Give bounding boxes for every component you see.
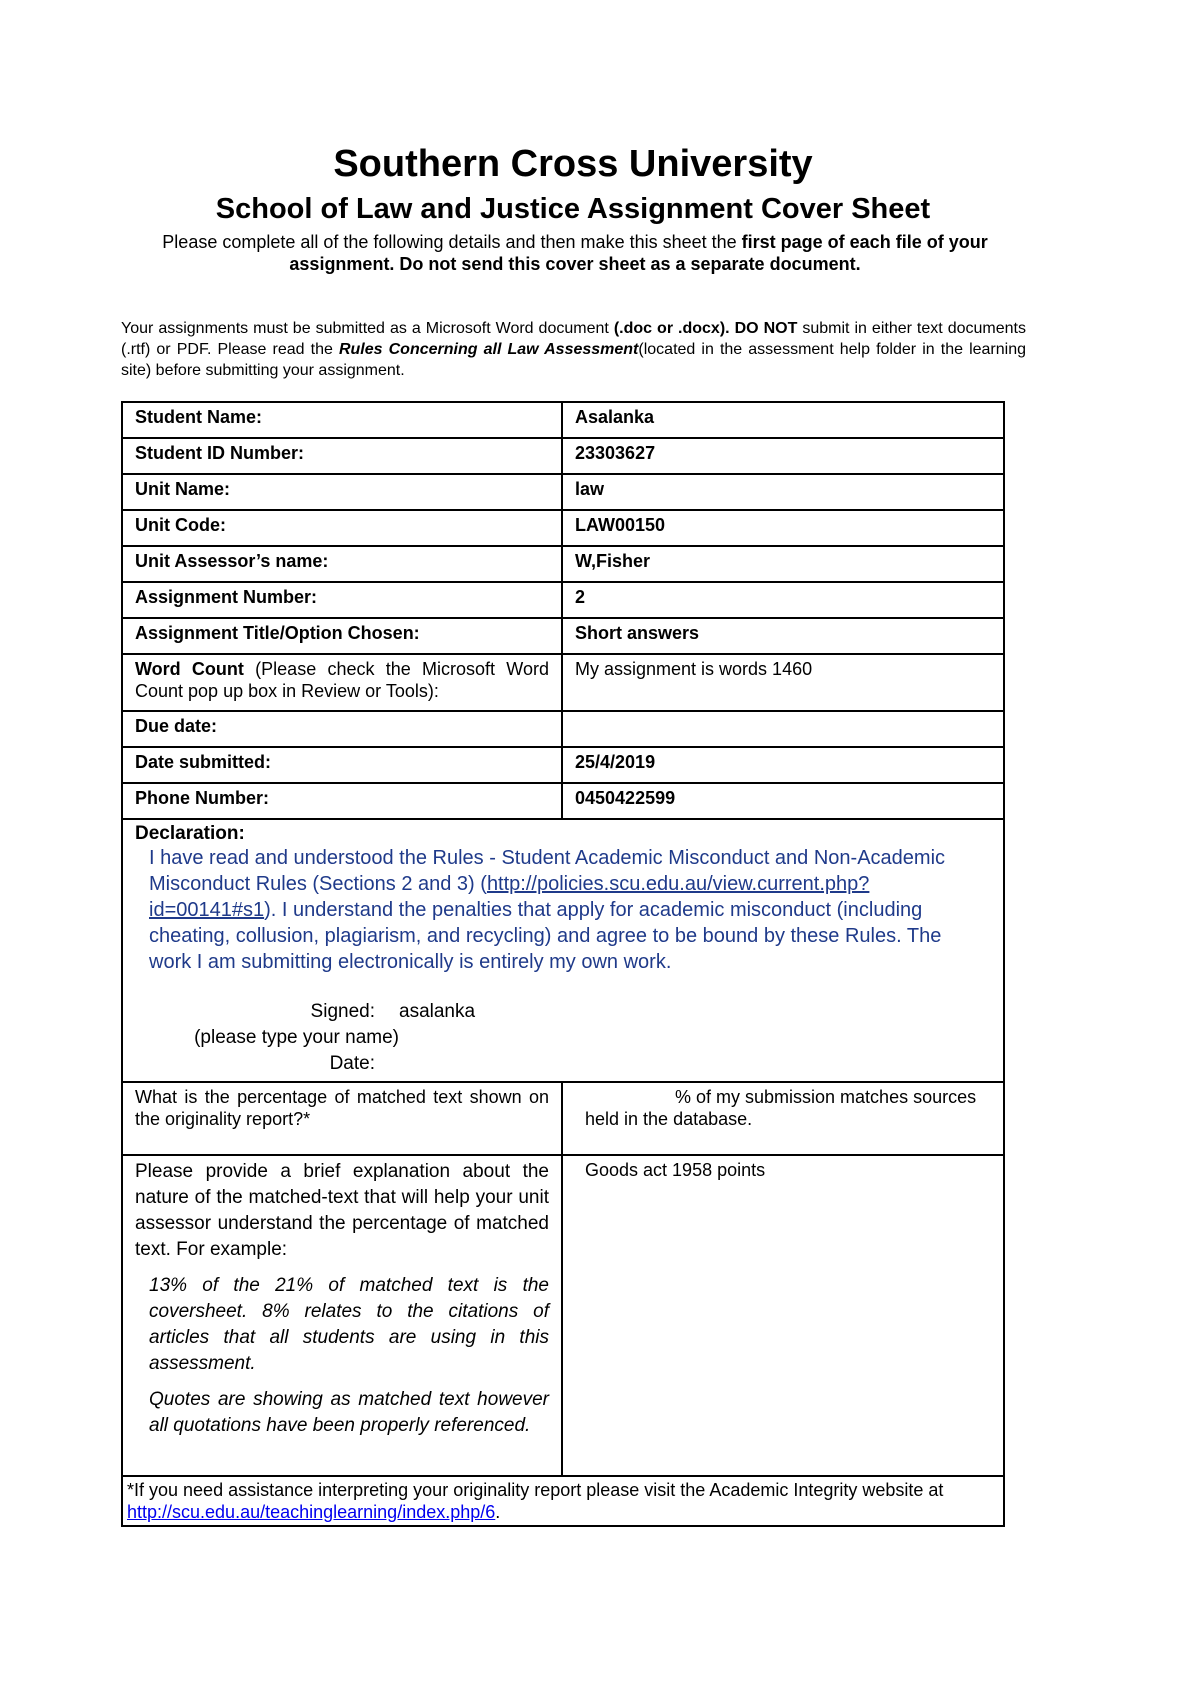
field-label: Assignment Title/Option Chosen: <box>122 618 562 654</box>
signed-label: Signed: <box>310 1001 375 1022</box>
rules-title: Rules Concerning all Law Assessment <box>338 341 639 358</box>
footer-row <box>122 1476 1004 1526</box>
note-text-2: submit in either text documents (.rtf) or PDF. Please read the <box>121 320 1026 358</box>
field-label: Student ID Number: <box>122 438 562 474</box>
declaration-cell <box>122 819 1004 1082</box>
footer-text: *If you need assistance interpreting your originality report please visit the Academic Integrity website at <box>127 1480 944 1500</box>
field-label: Date submitted: <box>122 747 562 783</box>
field-label: Phone Number: <box>122 783 562 819</box>
declaration-heading: Declaration: <box>135 823 245 844</box>
example-2: Quotes are showing as matched text however all quotations have been properly referenced. <box>149 1389 549 1436</box>
footer-end: . <box>495 1502 501 1522</box>
word-count-row <box>122 654 1004 711</box>
field-row <box>122 438 1004 474</box>
field-row <box>122 474 1004 510</box>
assignment-title-value[interactable]: Short answers <box>562 618 1004 654</box>
type-name-hint: (please type your name) <box>194 1027 399 1048</box>
explanation-cell <box>122 1155 562 1476</box>
student-id-value[interactable]: 23303627 <box>562 438 1004 474</box>
field-row <box>122 582 1004 618</box>
field-label: Due date: <box>122 711 562 747</box>
unit-name-value[interactable]: law <box>562 474 1004 510</box>
date-label: Date: <box>329 1053 375 1074</box>
field-label: Unit Code: <box>122 510 562 546</box>
signed-value[interactable]: asalanka <box>399 1001 476 1022</box>
date-submitted-value[interactable]: 25/4/2019 <box>562 747 1004 783</box>
university-title: Southern Cross University <box>333 143 813 185</box>
explanation-question: Please provide a brief explanation about the nature of the matched-text that will help your unit assessor understand the percentage of matched text. For example: <box>135 1161 549 1260</box>
field-row <box>122 618 1004 654</box>
instructions <box>120 231 1030 275</box>
policy-link[interactable]: http://policies.scu.edu.au/view.current.php?id=00141#s1 <box>149 873 870 921</box>
field-row <box>122 546 1004 582</box>
note-text: Your assignments must be submitted as a Microsoft Word document <box>121 320 614 337</box>
declaration-text-1: I have read and understood the Rules - Student Academic Misconduct and Non-Academic Misconduct Rules (Sections 2 and 3) ( <box>149 847 946 895</box>
declaration-text <box>149 845 951 975</box>
field-row <box>122 783 1004 819</box>
academic-integrity-link[interactable]: http://scu.edu.au/teachinglearning/index.php/6 <box>127 1502 496 1522</box>
originality-answer[interactable]: % of my submission matches sources held in the database. <box>562 1082 1004 1155</box>
declaration-row <box>122 819 1004 1082</box>
instructions-plain: Please complete all of the following details and then make this sheet the <box>162 232 742 252</box>
field-label: Assignment Number: <box>122 582 562 618</box>
unit-code-value[interactable]: LAW00150 <box>562 510 1004 546</box>
word-count-label <box>122 654 562 711</box>
signature-block <box>135 999 991 1077</box>
explanation-answer[interactable]: Goods act 1958 points <box>562 1155 1004 1476</box>
note-format: (.doc or .docx). DO NOT <box>613 320 798 337</box>
note-text-3: (located in the assessment help folder in the learning site) before submitting your assignment. <box>121 341 1027 379</box>
due-date-value[interactable] <box>562 711 1004 747</box>
field-label: Student Name: <box>122 402 562 438</box>
word-count-label-rest: (Please check the Microsoft Word Count pop up box in Review or Tools): <box>135 659 549 701</box>
instructions-bold: first page of each file of your assignment. Do not send this cover sheet as a separate document. <box>289 232 988 274</box>
originality-row <box>122 1082 1004 1155</box>
phone-number-value[interactable]: 0450422599 <box>562 783 1004 819</box>
submission-note <box>121 318 1026 381</box>
assessor-name-value[interactable]: W,Fisher <box>562 546 1004 582</box>
explanation-row <box>122 1155 1004 1476</box>
cover-sheet-title: School of Law and Justice Assignment Cover Sheet <box>215 193 931 225</box>
student-name-value[interactable]: Asalanka <box>562 402 1004 438</box>
assignment-number-value[interactable]: 2 <box>562 582 1004 618</box>
cover-table <box>121 401 1005 1527</box>
field-row <box>122 711 1004 747</box>
field-label: Unit Name: <box>122 474 562 510</box>
word-count-value[interactable]: My assignment is words 1460 <box>562 654 1004 711</box>
field-row <box>122 402 1004 438</box>
example-1: 13% of the 21% of matched text is the coversheet. 8% relates to the citations of articles that all students are using in this assessment. <box>149 1275 549 1374</box>
field-row <box>122 510 1004 546</box>
word-count-label-bold: Word Count <box>135 659 244 679</box>
field-row <box>122 747 1004 783</box>
footer-cell <box>122 1476 1004 1526</box>
field-label: Unit Assessor’s name: <box>122 546 562 582</box>
originality-question: What is the percentage of matched text shown on the originality report?* <box>122 1082 562 1155</box>
declaration-text-2: ). I understand the penalties that apply for academic misconduct (including cheating, collusion, plagiarism, and recycling) and agree to be bound by these Rules. The work I am submitting electronically is entirely my own work. <box>149 899 942 973</box>
